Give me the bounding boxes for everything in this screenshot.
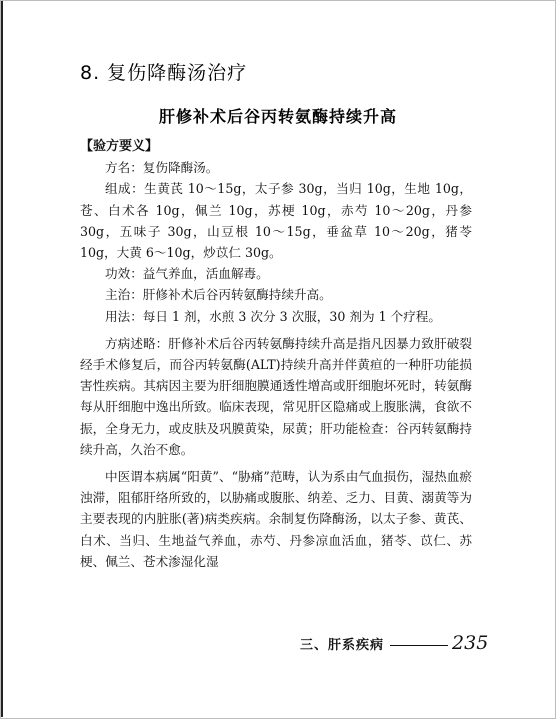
footer-chapter-title: 三、肝系疾病 — [300, 637, 385, 653]
prescription-indication: 主治：肝修补术后谷丙转氨酶持续升高。 — [105, 287, 332, 303]
subsection-heading: 【验方要义】 — [80, 139, 159, 154]
body-text — [80, 136, 472, 572]
prescription-composition: 组成：生黄芪 10～15g，太子参 30g，当归 10g，生地 10g，苍、白术各 10g，佩兰 10g，苏梗 10g，赤芍 10～20g，丹参 30g，五味子 30g，山豆根 10～15g，垂盆草 10～20g，猪苓 10g，大黄 6～10g，炒苡仁 30g。 — [80, 181, 472, 261]
article-title: 肝修补术后谷丙转氨酶持续升高 — [158, 107, 397, 126]
page-footer — [300, 632, 488, 654]
disease-description-paragraph: 方病述略：肝修补术后谷丙转氨酶持续升高是指凡因暴力致肝破裂经手术修复后，而谷丙转氨酶(ALT)持续升高并伴黄疸的一种肝功能损害性疾病。其病因主要为肝细胞膜通透性增高或肝细胞坏死时，转氨酶每从肝细胞中逸出所致。临床表现，常见肝区隐痛或上腹胀满，食欲不振，全身无力，或皮肤及巩膜黄染，尿黄；肝功能检查：谷丙转氨酶持续升高，久治不愈。 — [80, 335, 472, 457]
page-number: 235 — [452, 632, 489, 654]
prescription-name: 方名：复伤降酶汤。 — [105, 160, 219, 176]
section-title: 8. 复伤降酶汤治疗 — [80, 62, 248, 84]
footer-rule — [390, 645, 448, 646]
prescription-usage: 用法：每日 1 剂，水煎 3 次分 3 次服，30 剂为 1 个疗程。 — [105, 308, 441, 324]
tcm-analysis-paragraph: 中医谓本病属“阳黄”、“胁痛”范畴，认为系由气血损伤，湿热血瘀浊滞，阻郁肝络所致的，以胁痛或腹胀、纳差、乏力、目黄、溺黄等为主要表现的内脏胀(著)病类疾病。余制复伤降酶汤，以太子参、黄芪、白术、当归、生地益气养血，赤芍、丹参凉血活血，猪苓、苡仁、苏梗、佩兰、苍术渗湿化湿 — [80, 469, 472, 569]
prescription-effect: 功效：益气养血，活血解毒。 — [105, 266, 269, 282]
